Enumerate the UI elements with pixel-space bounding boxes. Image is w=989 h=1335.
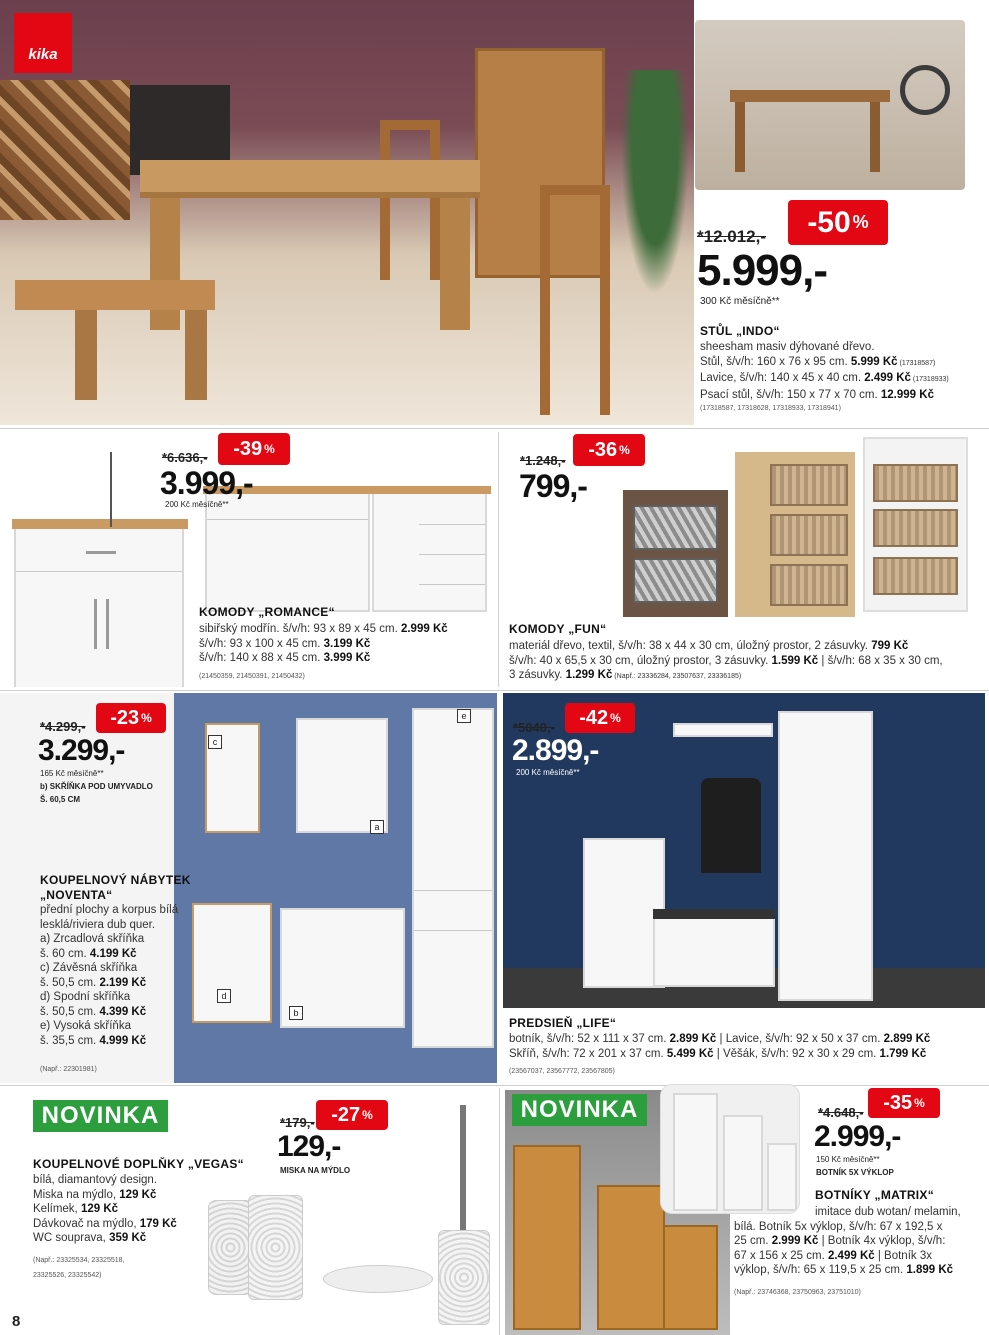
noventa-title-1: KOUPELNOVÝ NÁBYTEK <box>40 873 191 887</box>
matrix-title: BOTNÍKY „MATRIX“ <box>815 1188 935 1202</box>
vegas-codes-2: 23325526, 23325542) <box>33 1272 102 1279</box>
romance-description: sibiřský modřín. š/v/h: 93 x 89 x 45 cm. 2.999 Kč š/v/h: 93 x 100 x 45 cm. 3.199 Kč š/v/h: 140 x 88 x 45 cm. 3.999 Kč <box>199 623 448 664</box>
divider <box>0 1085 989 1086</box>
romance-price: 3.999,- <box>160 465 253 501</box>
page-number: 8 <box>12 1313 21 1330</box>
soap-dish <box>323 1265 433 1293</box>
matrix-5-door <box>513 1145 581 1330</box>
noventa-tall-cabinet <box>412 708 494 1048</box>
vegas-codes-1: (Např.: 23325534, 23325518, <box>33 1257 125 1264</box>
tag-d: d <box>217 989 231 1003</box>
romance-discount-badge: -39 % <box>218 433 290 465</box>
hero-dining-photo <box>0 0 694 425</box>
life-description: botník, š/v/h: 52 x 111 x 37 cm. 2.899 Kč | Lavice, š/v/h: 92 x 50 x 37 cm. 2.899 Kč Skříň, š/v/h: 72 x 201 x 37 cm. 5.499 Kč | Věšák, š/v/h: 92 x 30 x 29 cm. 1.799 Kč <box>509 1033 931 1060</box>
indo-description: sheesham masiv dýhované dřevo. Stůl, š/v/h: 160 x 76 x 95 cm. 5.999 Kč (17318587) Lavice, š/v/h: 140 x 45 x 40 cm. 2.499 Kč (17318933) Psací stůl, š/v/h: 150 x 77 x 70 cm. 12.999 Kč <box>700 341 949 401</box>
life-title: PREDSIEŇ „LIFE“ <box>509 1016 617 1030</box>
fun-description: materiál dřevo, textil, š/v/h: 38 x 44 x 30 cm, úložný prostor, 2 zásuvky. 799 Kč š/v/h: 40 x 65,5 x 30 cm, úložný prostor, 3 zásuvky. 1.599 Kč | š/v/h: 68 x 35 x 30 cm, 3 zásuvky. 1.299 Kč (Např.: 23336284, 23507637, 23336185) <box>509 640 943 681</box>
indo-price: 5.999,- <box>697 246 827 295</box>
matrix-3-door <box>663 1225 718 1330</box>
life-coat-rack <box>673 723 773 737</box>
divider <box>499 1088 500 1335</box>
vegas-old-price: *179,- <box>280 1115 315 1130</box>
toilet-brush-holder <box>438 1230 490 1325</box>
vegas-description: bílá, diamantový design. Miska na mýdlo, 129 Kč Kelímek, 129 Kč Dávkovač na mýdlo, 179 Kč WC souprava, 359 Kč <box>33 1174 177 1244</box>
vegas-novinka-badge: NOVINKA <box>33 1100 168 1132</box>
noventa-codes: (Např.: 22301981) <box>40 1066 97 1073</box>
matrix-sub: BOTNÍK 5X VÝKLOP <box>816 1168 894 1177</box>
jacket <box>701 778 761 873</box>
romance-small-dresser <box>14 527 184 687</box>
noventa-description: přední plochy a korpus bílá lesklá/riviera dub quer. a) Zrcadlová skříňka š. 60 cm. 4.199 Kč c) Závěsná skříňka š. 50,5 cm. 2.199 Kč d) Spodní skříňka š. 50,5 cm. 4.399 Kč e) Vysoká skříňka š. 35,5 cm. 4.999 Kč <box>40 904 179 1047</box>
firewood-pile <box>0 80 130 220</box>
life-codes: (23567037, 23567772, 23567805) <box>509 1068 615 1075</box>
indo-old-price: *12.012,- <box>697 227 766 246</box>
vegas-title: KOUPELNOVÉ DOPLŇKY „VEGAS“ <box>33 1157 244 1171</box>
romance-drawer-dresser <box>372 492 487 612</box>
life-monthly: 200 Kč měsíčně** <box>516 768 580 777</box>
indo-title: STŮL „INDO“ <box>700 324 780 338</box>
fun-title: KOMODY „FUN“ <box>509 622 607 636</box>
fun-price: 799,- <box>519 468 587 504</box>
matrix-description: imitace dub wotan/ melamin, bílá. Botník 5x výklop, š/v/h: 67 x 192,5 x 25 cm. 2.999 Kč | Botník 4x výklop, š/v/h: 67 x 156 x 25 cm. 2.499 Kč | Botník 3x výklop, š/v/h: 65 x 119,5 x 25 cm. 1.899 Kč <box>734 1206 961 1276</box>
fun-dark-chest <box>623 490 728 617</box>
noventa-discount-badge: -23 % <box>96 703 166 733</box>
tag-b: b <box>289 1006 303 1020</box>
toilet-brush <box>460 1105 466 1245</box>
life-price: 2.899,- <box>512 734 599 767</box>
divider <box>0 690 989 691</box>
vegas-sub: MISKA NA MÝDLO <box>280 1166 351 1175</box>
vegas-photo <box>188 1100 498 1330</box>
desk-inset-photo <box>695 20 965 190</box>
romance-codes: (21450359, 21450391, 21450432) <box>199 673 305 680</box>
noventa-title-2: „NOVENTA“ <box>40 888 113 902</box>
noventa-mirror-cabinet <box>296 718 388 833</box>
noventa-sub1: b) SKŘÍŇKA POD UMYVADLO <box>40 782 153 791</box>
tag-c: c <box>208 735 222 749</box>
divider <box>498 432 499 687</box>
life-wardrobe <box>778 711 873 1001</box>
matrix-codes: (Např.: 23746368, 23750963, 23751010) <box>734 1289 861 1296</box>
vegas-discount-badge: -27 % <box>316 1100 388 1130</box>
romance-title: KOMODY „ROMANCE“ <box>199 605 335 619</box>
life-discount-badge: -42 % <box>565 703 635 733</box>
fun-old-price: *1.248,- <box>520 453 566 468</box>
noventa-monthly: 165 Kč měsíčně** <box>40 769 104 778</box>
romance-monthly: 200 Kč měsíčně** <box>165 500 229 509</box>
soap-dispenser <box>208 1200 253 1295</box>
indo-monthly: 300 Kč měsíčně** <box>700 296 780 307</box>
noventa-price: 3.299,- <box>38 734 125 767</box>
tumbler <box>248 1195 303 1300</box>
matrix-novinka-badge: NOVINKA <box>512 1094 647 1126</box>
fun-discount-badge: -36 % <box>573 434 645 466</box>
bench <box>15 250 215 400</box>
matrix-old-price: *4.648,- <box>818 1105 864 1120</box>
vase-branches <box>110 452 135 527</box>
matrix-monthly: 150 Kč měsíčně** <box>816 1155 880 1164</box>
noventa-old-price: *4.299,- <box>40 719 86 734</box>
matrix-price: 2.999,- <box>814 1120 901 1153</box>
indo-discount-badge: -50 % <box>788 200 888 245</box>
romance-wide-dresser <box>205 492 370 612</box>
matrix-4-door <box>597 1185 665 1330</box>
plant <box>615 70 694 320</box>
noventa-sub2: Š. 60,5 CM <box>40 795 81 804</box>
kika-logo: kika <box>14 13 72 73</box>
romance-old-price: *6.636,- <box>162 450 208 465</box>
matrix-inset-photo <box>660 1084 800 1214</box>
life-old-price: *5040,- <box>513 720 555 735</box>
indo-codes: (17318587, 17318628, 17318933, 17318941) <box>700 405 841 412</box>
fun-white-chest <box>863 437 968 612</box>
matrix-discount-badge: -35 % <box>868 1088 940 1118</box>
tag-a: a <box>370 820 384 834</box>
noventa-base-cabinet <box>192 903 272 1023</box>
vegas-price: 129,- <box>277 1130 341 1163</box>
life-bench <box>653 915 775 987</box>
chair <box>540 185 610 415</box>
divider <box>0 428 989 429</box>
tag-e: e <box>457 709 471 723</box>
fun-natural-chest <box>735 452 855 617</box>
